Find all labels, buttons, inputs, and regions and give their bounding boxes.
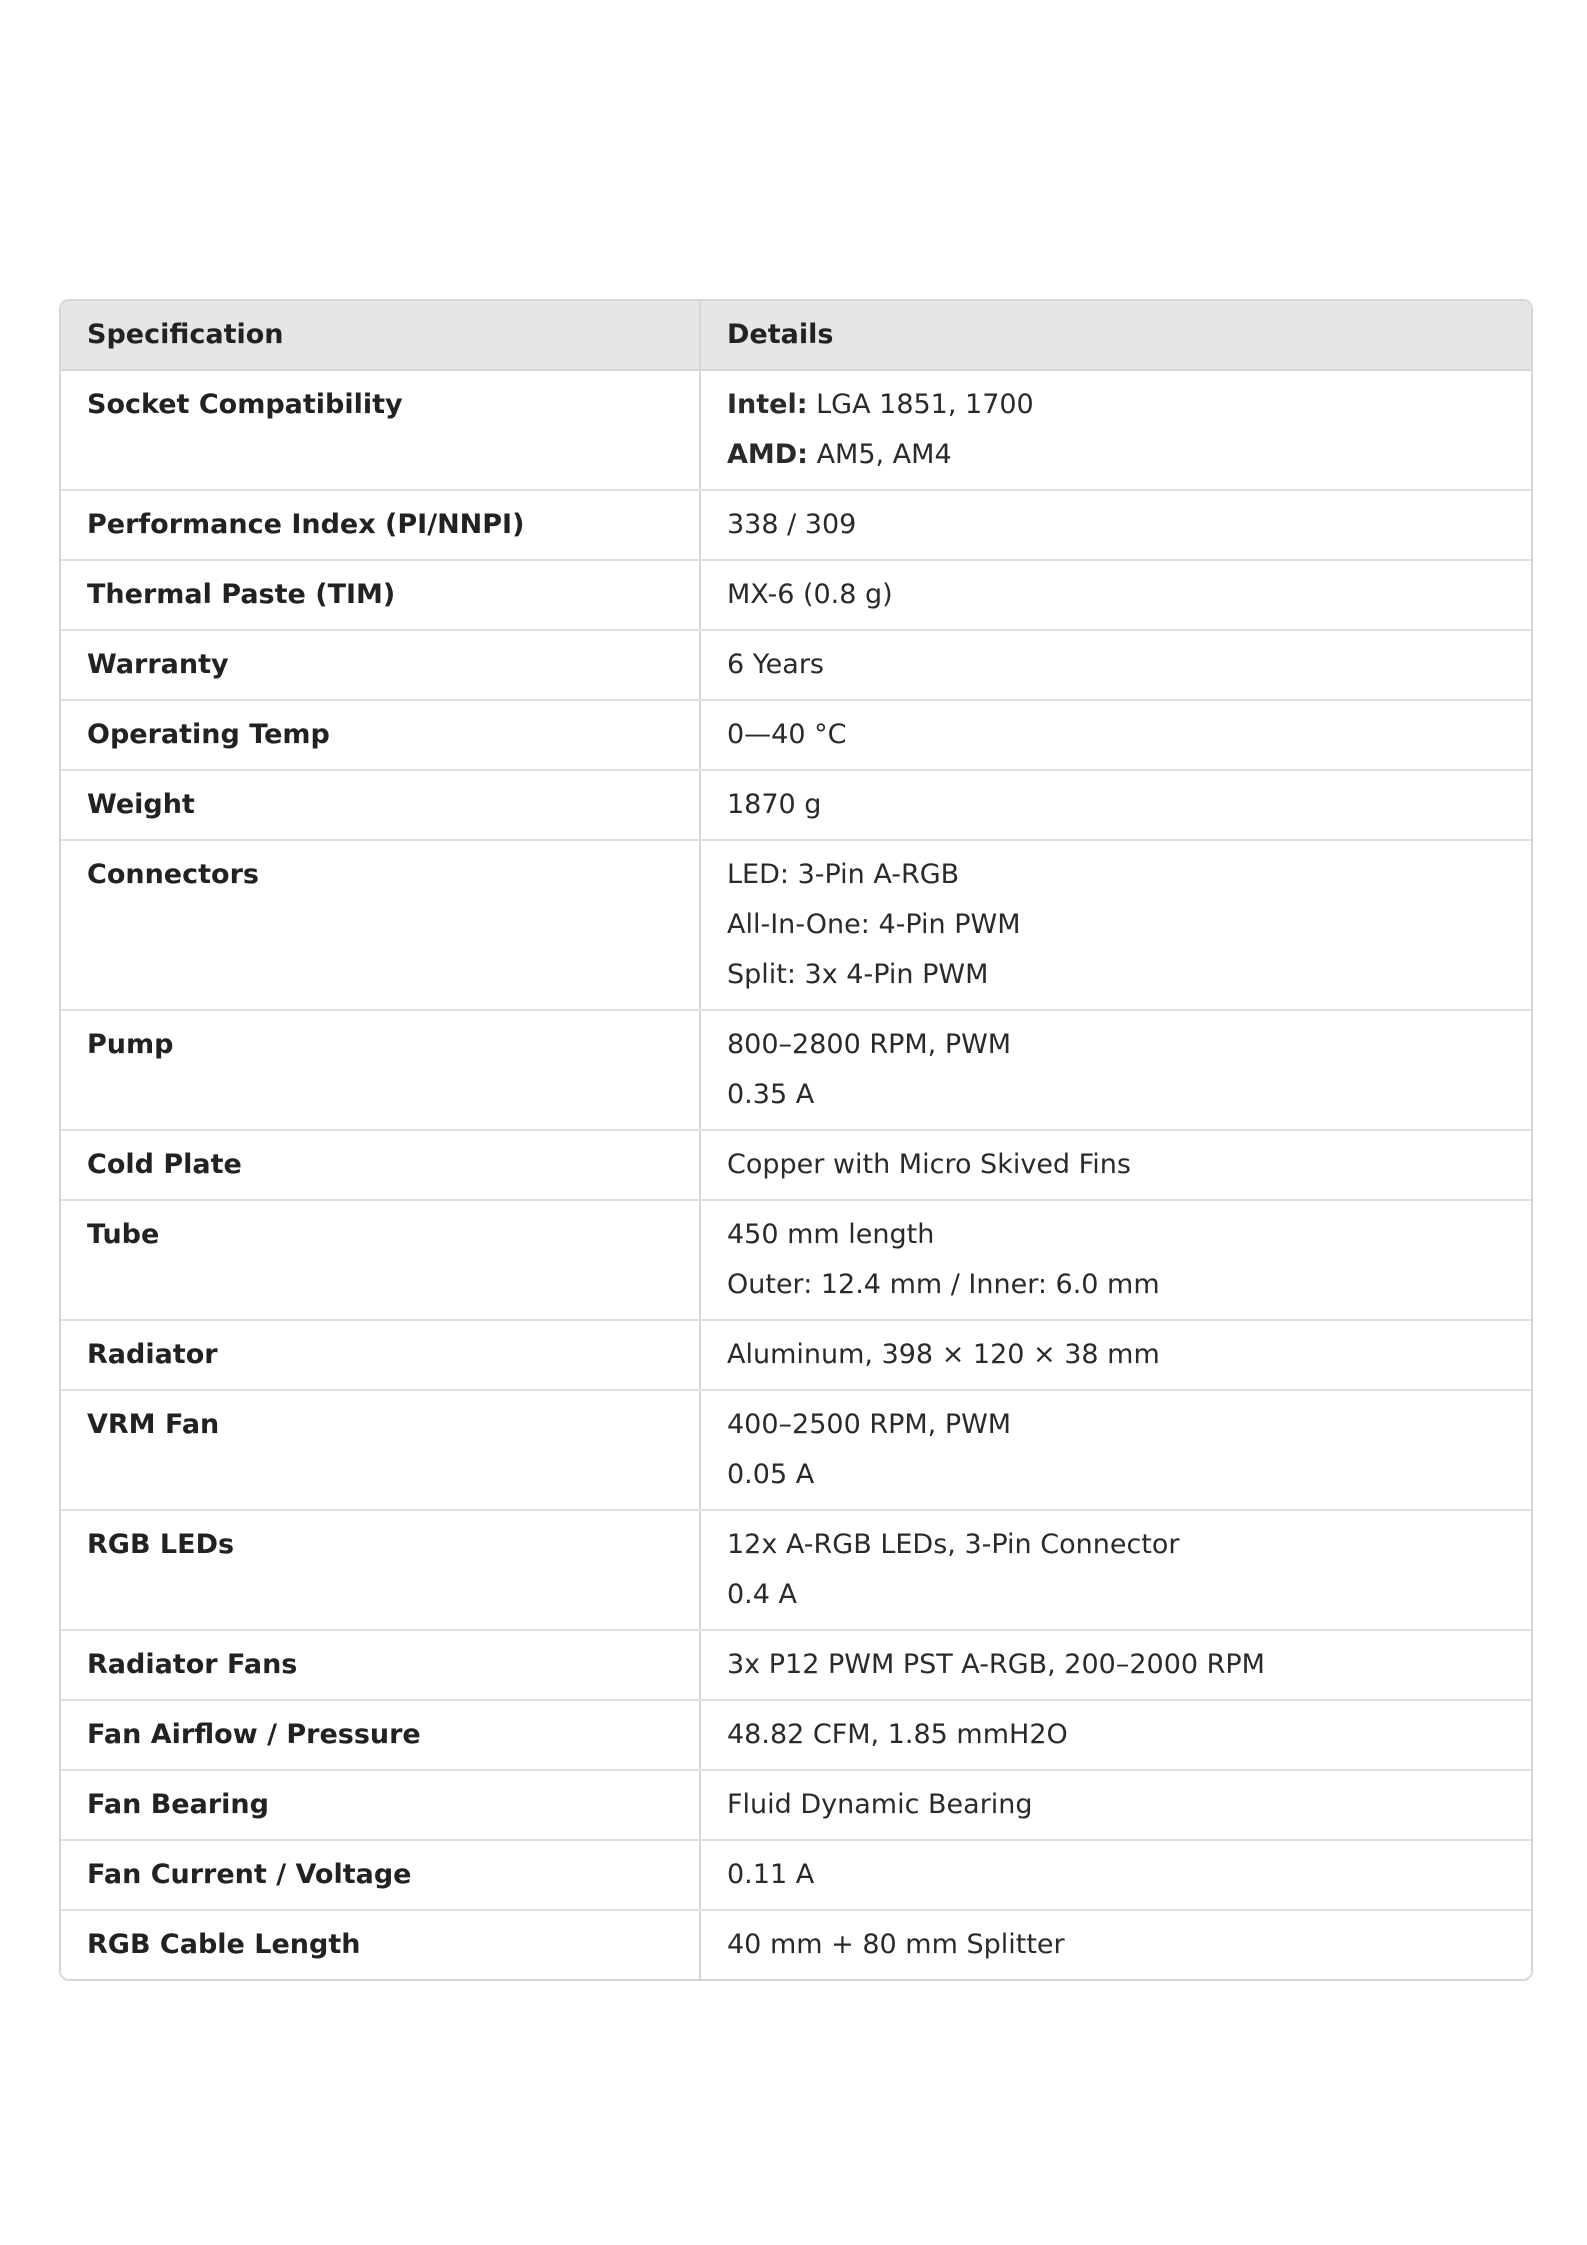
spec-details xyxy=(700,700,1531,770)
spec-details xyxy=(700,370,1531,490)
spec-name: Operating Temp xyxy=(61,700,700,770)
header-specification: Specification xyxy=(61,301,700,370)
detail-text: LGA 1851, 1700 xyxy=(807,389,1034,420)
spec-details xyxy=(700,1510,1531,1630)
table-row xyxy=(61,1630,1531,1700)
table-row xyxy=(61,1770,1531,1840)
detail-line xyxy=(727,1710,1505,1760)
spec-details xyxy=(700,1010,1531,1130)
spec-details xyxy=(700,1700,1531,1770)
table-row xyxy=(61,1320,1531,1390)
spec-name: Warranty xyxy=(61,630,700,700)
detail-text: 0.4 A xyxy=(727,1579,797,1610)
detail-line xyxy=(727,1070,1505,1120)
detail-text: 0—40 °C xyxy=(727,719,847,750)
spec-name: Fan Bearing xyxy=(61,1770,700,1840)
detail-line xyxy=(727,900,1505,950)
detail-text: 12x A-RGB LEDs, 3-Pin Connector xyxy=(727,1529,1180,1560)
spec-table-body xyxy=(61,370,1531,1979)
spec-name: Thermal Paste (TIM) xyxy=(61,560,700,630)
table-row xyxy=(61,1130,1531,1200)
detail-text: 0.35 A xyxy=(727,1079,815,1110)
detail-line xyxy=(727,1140,1505,1190)
detail-line xyxy=(727,1450,1505,1500)
detail-text: 400–2500 RPM, PWM xyxy=(727,1409,1012,1440)
spec-details xyxy=(700,840,1531,1010)
detail-text: Fluid Dynamic Bearing xyxy=(727,1789,1033,1820)
spec-name: Weight xyxy=(61,770,700,840)
detail-line xyxy=(727,1260,1505,1310)
spec-details xyxy=(700,1130,1531,1200)
table-row xyxy=(61,370,1531,490)
spec-table xyxy=(61,301,1531,1979)
detail-line xyxy=(727,950,1505,1000)
detail-text: 48.82 CFM, 1.85 mmH2O xyxy=(727,1719,1068,1750)
detail-text: All-In-One: 4-Pin PWM xyxy=(727,909,1021,940)
detail-text: 800–2800 RPM, PWM xyxy=(727,1029,1012,1060)
spec-details xyxy=(700,1770,1531,1840)
detail-text: 6 Years xyxy=(727,649,824,680)
spec-details xyxy=(700,770,1531,840)
detail-line xyxy=(727,500,1505,550)
spec-details xyxy=(700,630,1531,700)
table-row xyxy=(61,1200,1531,1320)
table-row xyxy=(61,560,1531,630)
detail-line xyxy=(727,1400,1505,1450)
detail-text: 0.05 A xyxy=(727,1459,815,1490)
table-row xyxy=(61,700,1531,770)
detail-text: AM5, AM4 xyxy=(807,439,952,470)
spec-name: RGB LEDs xyxy=(61,1510,700,1630)
spec-name: Radiator Fans xyxy=(61,1630,700,1700)
header-details: Details xyxy=(700,301,1531,370)
spec-details xyxy=(700,1840,1531,1910)
spec-details xyxy=(700,1320,1531,1390)
detail-text: 450 mm length xyxy=(727,1219,935,1250)
table-row xyxy=(61,1910,1531,1979)
detail-text: 3x P12 PWM PST A-RGB, 200–2000 RPM xyxy=(727,1649,1265,1680)
table-row xyxy=(61,1390,1531,1510)
table-row xyxy=(61,1840,1531,1910)
table-row xyxy=(61,1700,1531,1770)
detail-line xyxy=(727,1020,1505,1070)
detail-line xyxy=(727,850,1505,900)
spec-name: Fan Current / Voltage xyxy=(61,1840,700,1910)
spec-name: Tube xyxy=(61,1200,700,1320)
spec-name: RGB Cable Length xyxy=(61,1910,700,1979)
spec-details xyxy=(700,1200,1531,1320)
table-row xyxy=(61,1510,1531,1630)
detail-line xyxy=(727,1330,1505,1380)
detail-text: Split: 3x 4-Pin PWM xyxy=(727,959,989,990)
detail-label: Intel: xyxy=(727,389,808,420)
detail-line xyxy=(727,1850,1505,1900)
spec-details xyxy=(700,560,1531,630)
table-row xyxy=(61,490,1531,560)
detail-line xyxy=(727,380,1505,430)
table-row xyxy=(61,1010,1531,1130)
detail-text: 40 mm + 80 mm Splitter xyxy=(727,1929,1065,1960)
detail-text: Outer: 12.4 mm / Inner: 6.0 mm xyxy=(727,1269,1160,1300)
detail-line xyxy=(727,570,1505,620)
detail-text: Aluminum, 398 × 120 × 38 mm xyxy=(727,1339,1160,1370)
detail-text: Copper with Micro Skived Fins xyxy=(727,1149,1131,1180)
detail-line xyxy=(727,1520,1505,1570)
detail-line xyxy=(727,710,1505,760)
detail-line xyxy=(727,1780,1505,1830)
detail-text: 0.11 A xyxy=(727,1859,815,1890)
detail-line xyxy=(727,780,1505,830)
detail-line xyxy=(727,1210,1505,1260)
detail-line xyxy=(727,1640,1505,1690)
spec-table-container xyxy=(59,299,1533,1981)
detail-label: AMD: xyxy=(727,439,808,470)
detail-text: 1870 g xyxy=(727,789,822,820)
detail-text: LED: 3-Pin A-RGB xyxy=(727,859,960,890)
spec-table-header xyxy=(61,301,1531,370)
detail-text: MX-6 (0.8 g) xyxy=(727,579,893,610)
spec-details xyxy=(700,1630,1531,1700)
detail-line xyxy=(727,430,1505,480)
detail-line xyxy=(727,1570,1505,1620)
table-row xyxy=(61,630,1531,700)
detail-line xyxy=(727,1920,1505,1970)
spec-name: Cold Plate xyxy=(61,1130,700,1200)
spec-name: Radiator xyxy=(61,1320,700,1390)
spec-name: Socket Compatibility xyxy=(61,370,700,490)
table-row xyxy=(61,840,1531,1010)
spec-details xyxy=(700,1390,1531,1510)
spec-details xyxy=(700,1910,1531,1979)
spec-details xyxy=(700,490,1531,560)
header-row xyxy=(61,301,1531,370)
spec-name: Performance Index (PI/NNPI) xyxy=(61,490,700,560)
spec-name: Pump xyxy=(61,1010,700,1130)
spec-name: Fan Airflow / Pressure xyxy=(61,1700,700,1770)
spec-name: Connectors xyxy=(61,840,700,1010)
detail-line xyxy=(727,640,1505,690)
table-row xyxy=(61,770,1531,840)
detail-text: 338 / 309 xyxy=(727,509,857,540)
spec-name: VRM Fan xyxy=(61,1390,700,1510)
